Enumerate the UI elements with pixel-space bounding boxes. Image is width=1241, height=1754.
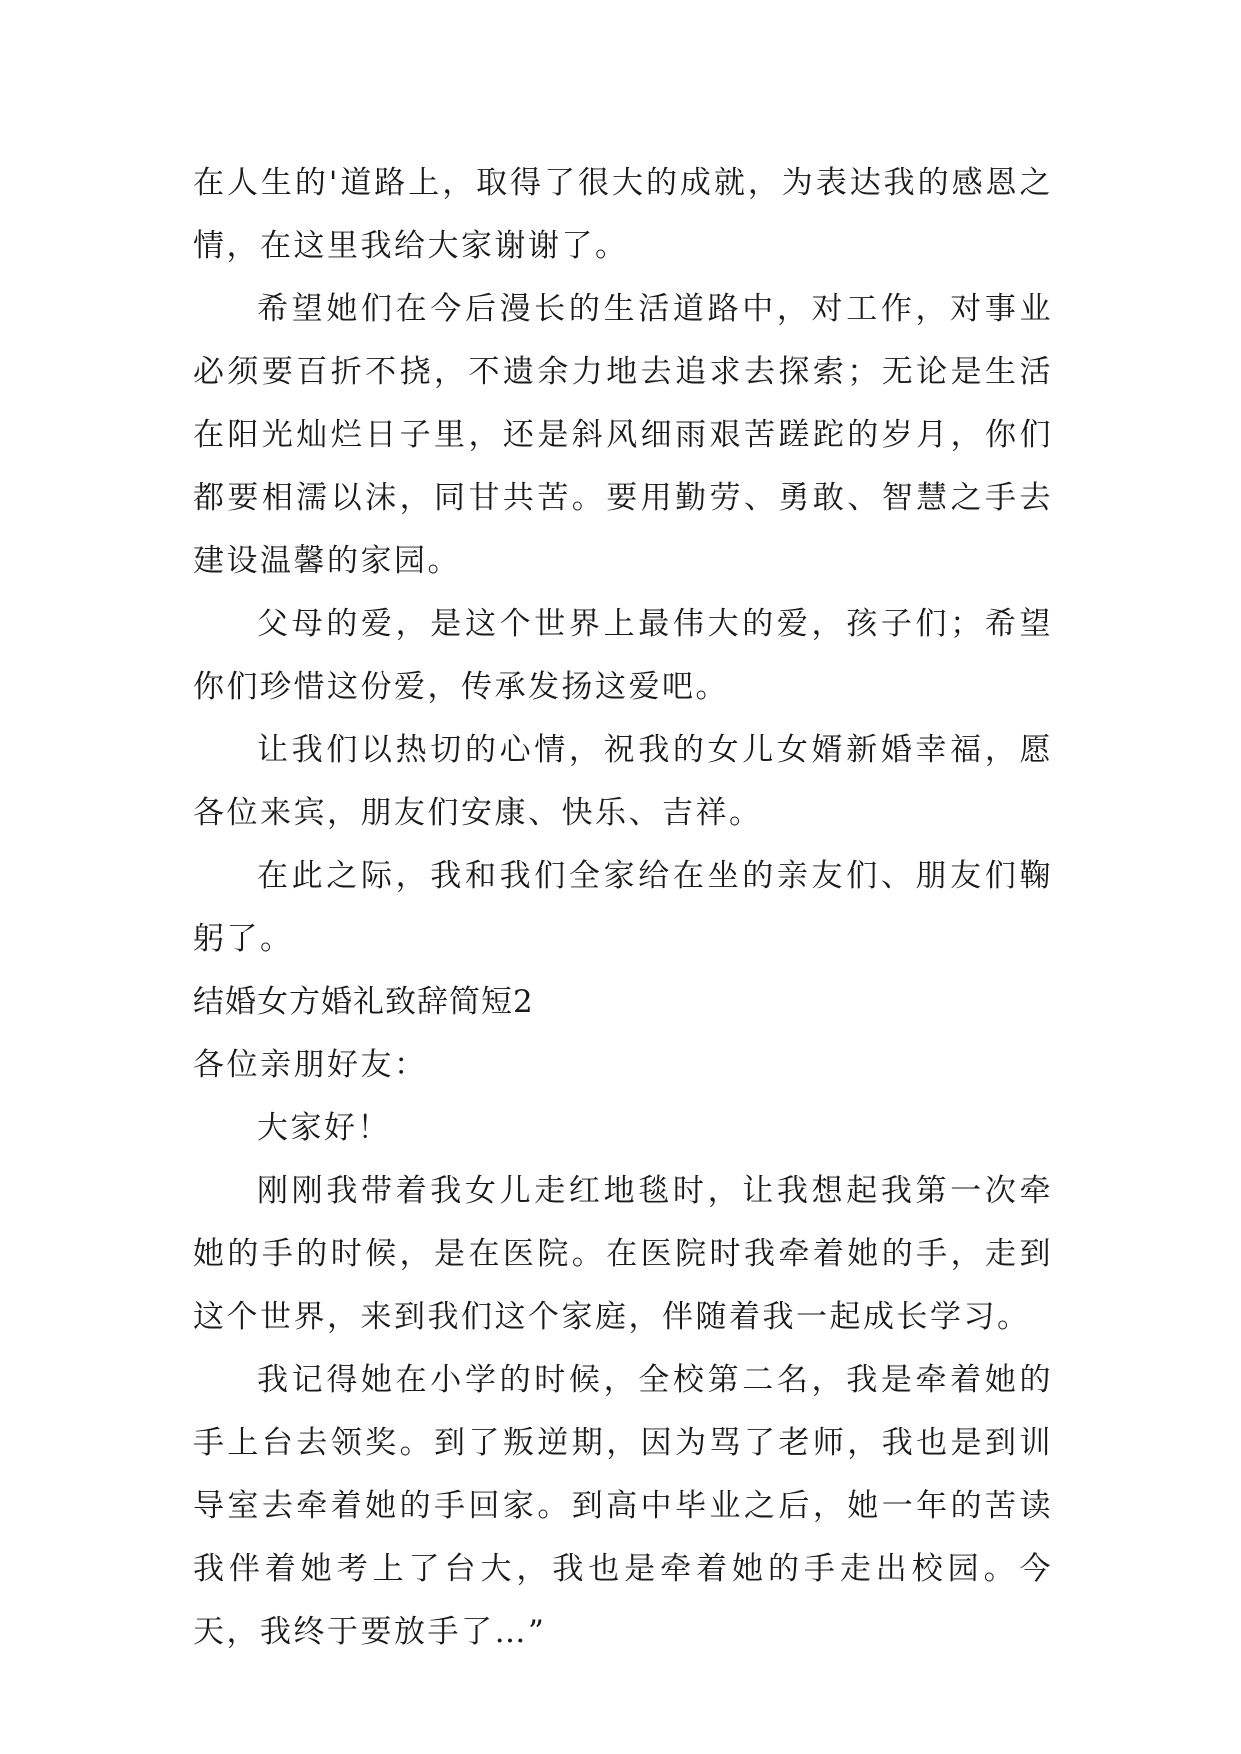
document-body	[193, 152, 1053, 1664]
greeting-paragraph: 大家好！	[257, 1110, 391, 1146]
section-heading: 结婚女方婚礼致辞简短2	[193, 984, 534, 1020]
paragraph-4: 让我们以热切的心情，祝我的女儿女婿新婚幸福，愿各位来宾，朋友们安康、快乐、吉祥。	[193, 732, 1053, 831]
paragraph-7: 我记得她在小学的时候，全校第二名，我是牵着她的手上台去领奖。到了叛逆期，因为骂了老师，我也是到训导室去牵着她的手回家。到高中毕业之后，她一年的苦读我伴着她考上了台大，我也是牵着她的手走出校园。今天，我终于要放手了…”	[193, 1362, 1053, 1650]
paragraph-5: 在此之际，我和我们全家给在坐的亲友们、朋友们鞠躬了。	[193, 858, 1053, 957]
paragraph-3: 父母的爱，是这个世界上最伟大的爱，孩子们；希望你们珍惜这份爱，传承发扬这爱吧。	[193, 606, 1053, 705]
salutation: 各位亲朋好友：	[193, 1047, 428, 1083]
paragraph-2: 希望她们在今后漫长的生活道路中，对工作，对事业必须要百折不挠，不遗余力地去追求去探索；无论是生活在阳光灿烂日子里，还是斜风细雨艰苦蹉跎的岁月，你们都要相濡以沫，同甘共苦。要用勤劳、勇敢、智慧之手去建设温馨的家园。	[193, 291, 1053, 579]
paragraph-6: 刚刚我带着我女儿走红地毯时，让我想起我第一次牵她的手的时候，是在医院。在医院时我牵着她的手，走到这个世界，来到我们这个家庭，伴随着我一起成长学习。	[193, 1173, 1053, 1335]
paragraph-1: 在人生的'道路上，取得了很大的成就，为表达我的感恩之情，在这里我给大家谢谢了。	[193, 165, 1053, 264]
